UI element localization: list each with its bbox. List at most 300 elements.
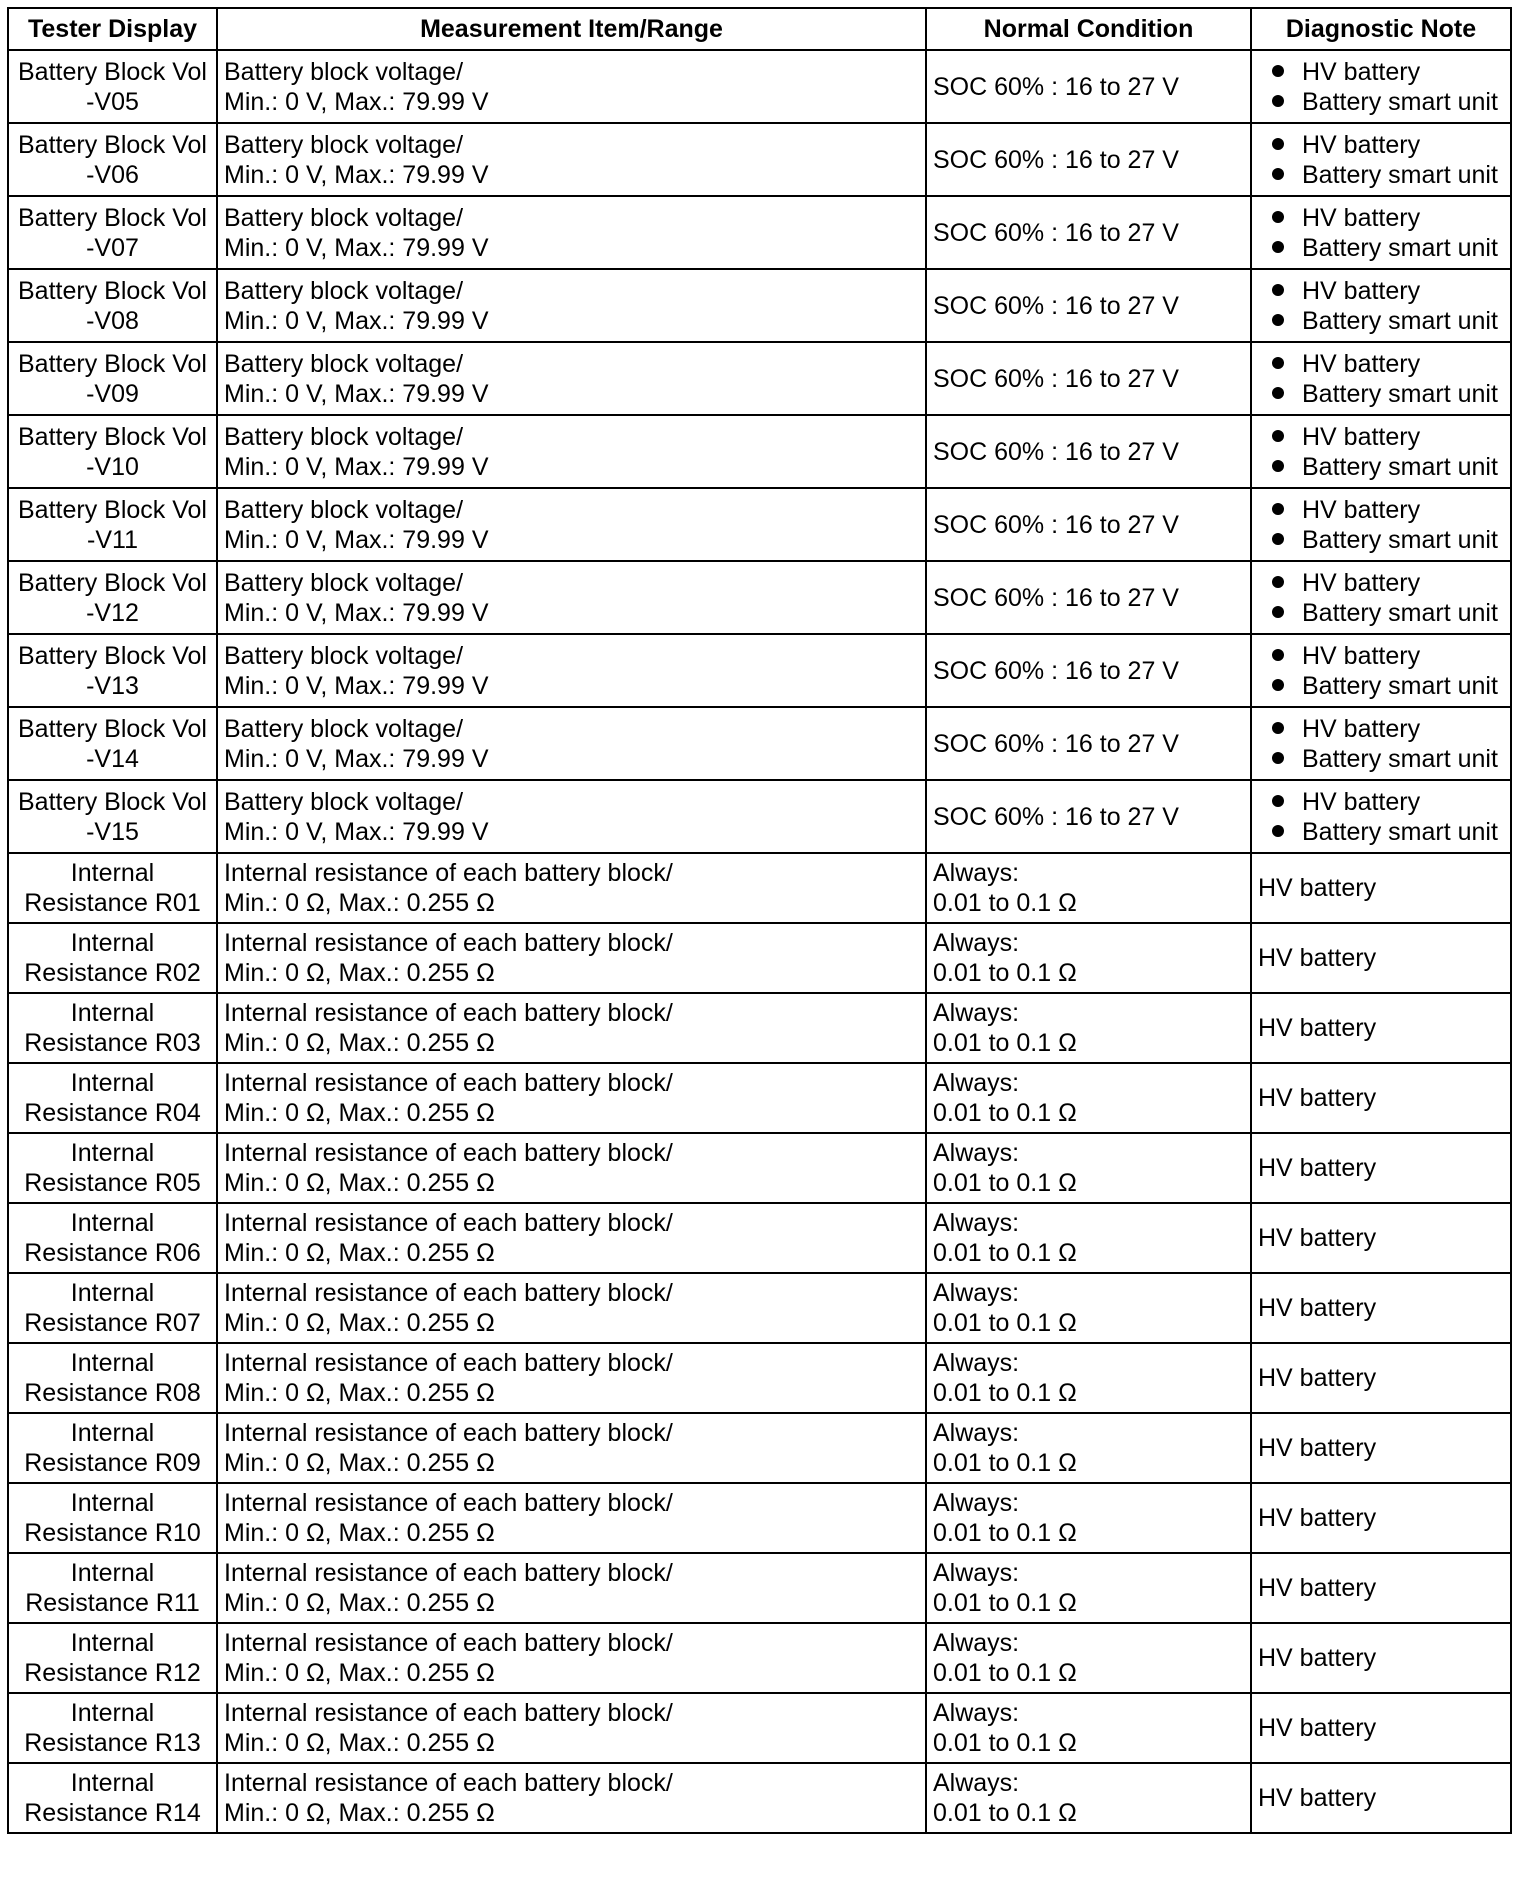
normal-condition-line: 0.01 to 0.1 Ω [933, 1029, 1077, 1057]
bullet-text: HV battery [1302, 422, 1421, 451]
tester-display-line: Resistance R07 [24, 1309, 201, 1337]
normal-condition-line: Always: [933, 1559, 1020, 1587]
bullet-text: HV battery [1302, 495, 1421, 524]
measurement-item-cell [217, 1063, 926, 1133]
bullet-item [1258, 525, 1504, 555]
normal-condition-cell [926, 488, 1251, 561]
normal-condition-cell [926, 1763, 1251, 1833]
bullet-icon [1272, 65, 1284, 77]
bullet-text: HV battery [1302, 714, 1421, 743]
bullet-item [1258, 714, 1504, 744]
tester-display-line: Internal [70, 929, 155, 957]
diagnostic-note-cell [1251, 634, 1511, 707]
measurement-item-line: Min.: 0 V, Max.: 79.99 V [224, 744, 489, 773]
measurement-item-cell [217, 196, 926, 269]
table-row [8, 923, 1511, 993]
tester-display-line: Battery Block Vol [18, 203, 207, 232]
tester-display-line: Internal [70, 1419, 155, 1447]
measurement-item-line: Min.: 0 V, Max.: 79.99 V [224, 671, 489, 700]
tester-display-line: Resistance R14 [24, 1799, 201, 1827]
tester-display-cell [8, 1483, 217, 1553]
normal-condition-line: 0.01 to 0.1 Ω [933, 1449, 1077, 1477]
normal-condition-line: 0.01 to 0.1 Ω [933, 1239, 1077, 1267]
normal-condition-line: SOC 60% : 16 to 27 V [933, 510, 1179, 539]
bullet-text: Battery smart unit [1302, 525, 1498, 554]
measurement-item-line: Internal resistance of each battery block/ [224, 859, 673, 887]
header-measurement-item: Measurement Item/Range [217, 8, 926, 50]
diagnostic-note-line: HV battery [1258, 944, 1377, 972]
bullet-item [1258, 87, 1504, 117]
normal-condition-line: 0.01 to 0.1 Ω [933, 1309, 1077, 1337]
tester-display-line: -V05 [86, 87, 139, 116]
normal-condition-line: SOC 60% : 16 to 27 V [933, 291, 1179, 320]
tester-display-line: -V13 [86, 671, 139, 700]
tester-display-cell [8, 269, 217, 342]
bullet-icon [1272, 722, 1284, 734]
diagnostic-note-cell [1251, 993, 1511, 1063]
tester-display-line: Battery Block Vol [18, 130, 207, 159]
tester-display-line: Resistance R09 [24, 1449, 201, 1477]
diagnostic-note-cell [1251, 707, 1511, 780]
tester-display-line: Internal [70, 1699, 155, 1727]
measurement-item-cell [217, 1133, 926, 1203]
bullet-item [1258, 130, 1504, 160]
bullet-icon [1272, 284, 1284, 296]
tester-display-cell [8, 1413, 217, 1483]
tester-display-line: -V07 [86, 233, 139, 262]
diagnostic-note-cell [1251, 1203, 1511, 1273]
normal-condition-line: Always: [933, 999, 1020, 1027]
bullet-item [1258, 422, 1504, 452]
diagnostic-note-cell [1251, 50, 1511, 123]
table-row [8, 1483, 1511, 1553]
normal-condition-line: SOC 60% : 16 to 27 V [933, 218, 1179, 247]
normal-condition-line: Always: [933, 1419, 1020, 1447]
table-row [8, 1133, 1511, 1203]
bullet-text: HV battery [1302, 787, 1421, 816]
measurement-item-line: Min.: 0 Ω, Max.: 0.255 Ω [224, 1169, 495, 1197]
measurement-item-line: Min.: 0 V, Max.: 79.99 V [224, 379, 489, 408]
tester-display-line: Battery Block Vol [18, 349, 207, 378]
normal-condition-line: Always: [933, 929, 1020, 957]
bullet-item [1258, 306, 1504, 336]
tester-display-line: Resistance R13 [24, 1729, 201, 1757]
diagnostic-note-line: HV battery [1258, 1084, 1377, 1112]
bullet-item [1258, 349, 1504, 379]
measurement-item-cell [217, 1693, 926, 1763]
measurement-item-cell [217, 342, 926, 415]
bullet-icon [1272, 241, 1284, 253]
header-row [8, 8, 1511, 50]
measurement-item-line: Battery block voltage/ [224, 203, 464, 232]
measurement-item-cell [217, 634, 926, 707]
normal-condition-cell [926, 1273, 1251, 1343]
diagnostic-note-line: HV battery [1258, 1014, 1377, 1042]
tester-display-line: Battery Block Vol [18, 276, 207, 305]
measurement-item-cell [217, 923, 926, 993]
measurement-item-line: Internal resistance of each battery block/ [224, 1629, 673, 1657]
diagnostic-note-cell [1251, 415, 1511, 488]
measurement-item-line: Min.: 0 Ω, Max.: 0.255 Ω [224, 1239, 495, 1267]
tester-display-cell [8, 634, 217, 707]
bullet-text: Battery smart unit [1302, 598, 1498, 627]
measurement-item-line: Min.: 0 V, Max.: 79.99 V [224, 87, 489, 116]
bullet-text: HV battery [1302, 130, 1421, 159]
bullet-icon [1272, 357, 1284, 369]
bullet-icon [1272, 576, 1284, 588]
tester-display-line: Resistance R03 [24, 1029, 201, 1057]
measurement-item-line: Internal resistance of each battery block/ [224, 1069, 673, 1097]
bullet-item [1258, 160, 1504, 190]
tester-display-line: Internal [70, 1629, 155, 1657]
normal-condition-line: SOC 60% : 16 to 27 V [933, 583, 1179, 612]
tester-display-line: Internal [70, 1279, 155, 1307]
normal-condition-cell [926, 561, 1251, 634]
bullet-text: HV battery [1302, 203, 1421, 232]
diagnostic-note-line: HV battery [1258, 1644, 1377, 1672]
measurement-item-cell [217, 1343, 926, 1413]
measurement-item-cell [217, 415, 926, 488]
measurement-item-line: Min.: 0 V, Max.: 79.99 V [224, 452, 489, 481]
bullet-icon [1272, 387, 1284, 399]
tester-display-line: Resistance R08 [24, 1379, 201, 1407]
measurement-item-line: Battery block voltage/ [224, 422, 464, 451]
tester-display-line: Internal [70, 1489, 155, 1517]
bullet-icon [1272, 430, 1284, 442]
normal-condition-line: 0.01 to 0.1 Ω [933, 1099, 1077, 1127]
normal-condition-line: 0.01 to 0.1 Ω [933, 1379, 1077, 1407]
tester-display-line: Battery Block Vol [18, 495, 207, 524]
bullet-item [1258, 744, 1504, 774]
normal-condition-cell [926, 342, 1251, 415]
table-row [8, 993, 1511, 1063]
measurement-item-cell [217, 561, 926, 634]
measurement-item-line: Min.: 0 Ω, Max.: 0.255 Ω [224, 1449, 495, 1477]
measurement-item-line: Min.: 0 Ω, Max.: 0.255 Ω [224, 1799, 495, 1827]
tester-display-cell [8, 342, 217, 415]
normal-condition-line: Always: [933, 1209, 1020, 1237]
normal-condition-cell [926, 853, 1251, 923]
tester-display-line: Internal [70, 1209, 155, 1237]
diagnostic-note-cell [1251, 488, 1511, 561]
measurement-item-line: Min.: 0 V, Max.: 79.99 V [224, 233, 489, 262]
data-table [7, 7, 1512, 1834]
measurement-item-cell [217, 1763, 926, 1833]
tester-display-line: -V10 [86, 452, 139, 481]
bullet-text: HV battery [1302, 57, 1421, 86]
bullet-text: Battery smart unit [1302, 817, 1498, 846]
header-tester-display: Tester Display [8, 8, 217, 50]
bullet-icon [1272, 138, 1284, 150]
measurement-item-line: Min.: 0 Ω, Max.: 0.255 Ω [224, 1519, 495, 1547]
normal-condition-cell [926, 707, 1251, 780]
diagnostic-note-cell [1251, 1413, 1511, 1483]
measurement-item-line: Internal resistance of each battery block/ [224, 1489, 673, 1517]
diagnostic-note-line: HV battery [1258, 1364, 1377, 1392]
diagnostic-note-cell [1251, 853, 1511, 923]
tester-display-line: Internal [70, 859, 155, 887]
tester-display-line: Internal [70, 1069, 155, 1097]
diagnostic-note-cell [1251, 1623, 1511, 1693]
normal-condition-line: 0.01 to 0.1 Ω [933, 1519, 1077, 1547]
diagnostic-note-line: HV battery [1258, 1224, 1377, 1252]
tester-display-cell [8, 1553, 217, 1623]
tester-display-line: Internal [70, 1139, 155, 1167]
diagnostic-note-cell [1251, 1553, 1511, 1623]
normal-condition-line: SOC 60% : 16 to 27 V [933, 802, 1179, 831]
normal-condition-cell [926, 1063, 1251, 1133]
table-row [8, 1763, 1511, 1833]
diagnostic-note-cell [1251, 1273, 1511, 1343]
tester-display-cell [8, 196, 217, 269]
normal-condition-line: SOC 60% : 16 to 27 V [933, 364, 1179, 393]
measurement-item-line: Internal resistance of each battery block/ [224, 1769, 673, 1797]
measurement-item-line: Min.: 0 Ω, Max.: 0.255 Ω [224, 1589, 495, 1617]
tester-display-cell [8, 50, 217, 123]
bullet-text: Battery smart unit [1302, 379, 1498, 408]
measurement-item-line: Internal resistance of each battery block/ [224, 1699, 673, 1727]
measurement-item-cell [217, 488, 926, 561]
tester-display-cell [8, 1763, 217, 1833]
tester-display-line: Battery Block Vol [18, 714, 207, 743]
table-row [8, 634, 1511, 707]
table-body [8, 50, 1511, 1833]
diagnostic-note-line: HV battery [1258, 1294, 1377, 1322]
tester-display-line: -V11 [87, 525, 138, 554]
bullet-item [1258, 787, 1504, 817]
tester-display-cell [8, 1623, 217, 1693]
normal-condition-line: 0.01 to 0.1 Ω [933, 959, 1077, 987]
bullet-text: HV battery [1302, 276, 1421, 305]
diagnostic-note-cell [1251, 342, 1511, 415]
normal-condition-line: 0.01 to 0.1 Ω [933, 1589, 1077, 1617]
measurement-item-line: Internal resistance of each battery block/ [224, 1279, 673, 1307]
normal-condition-cell [926, 269, 1251, 342]
tester-display-cell [8, 1133, 217, 1203]
tester-display-cell [8, 993, 217, 1063]
measurement-item-line: Min.: 0 Ω, Max.: 0.255 Ω [224, 1309, 495, 1337]
measurement-item-cell [217, 1483, 926, 1553]
measurement-item-line: Min.: 0 V, Max.: 79.99 V [224, 525, 489, 554]
tester-display-line: Internal [70, 1769, 155, 1797]
bullet-item [1258, 452, 1504, 482]
measurement-item-line: Internal resistance of each battery block/ [224, 1209, 673, 1237]
normal-condition-line: Always: [933, 1489, 1020, 1517]
tester-display-cell [8, 561, 217, 634]
normal-condition-cell [926, 780, 1251, 853]
measurement-item-line: Min.: 0 Ω, Max.: 0.255 Ω [224, 1379, 495, 1407]
tester-display-line: -V09 [86, 379, 139, 408]
measurement-item-line: Min.: 0 V, Max.: 79.99 V [224, 306, 489, 335]
normal-condition-cell [926, 1203, 1251, 1273]
diagnostic-note-cell [1251, 1133, 1511, 1203]
diagnostic-note-cell [1251, 1693, 1511, 1763]
tester-display-line: Resistance R05 [24, 1169, 201, 1197]
measurement-item-line: Min.: 0 V, Max.: 79.99 V [224, 817, 489, 846]
bullet-icon [1272, 825, 1284, 837]
tester-display-line: Internal [70, 999, 155, 1027]
bullet-item [1258, 379, 1504, 409]
tester-display-cell [8, 923, 217, 993]
measurement-item-line: Internal resistance of each battery block/ [224, 1559, 673, 1587]
measurement-item-line: Internal resistance of each battery block/ [224, 1139, 673, 1167]
tester-display-cell [8, 488, 217, 561]
diagnostic-note-line: HV battery [1258, 1714, 1377, 1742]
normal-condition-line: SOC 60% : 16 to 27 V [933, 729, 1179, 758]
header-diagnostic-note: Diagnostic Note [1251, 8, 1511, 50]
bullet-icon [1272, 314, 1284, 326]
tester-display-line: Resistance R10 [24, 1519, 201, 1547]
table-row [8, 196, 1511, 269]
bullet-item [1258, 57, 1504, 87]
measurement-item-line: Min.: 0 V, Max.: 79.99 V [224, 598, 489, 627]
table-row [8, 123, 1511, 196]
table-row [8, 780, 1511, 853]
measurement-item-line: Battery block voltage/ [224, 641, 464, 670]
normal-condition-cell [926, 1553, 1251, 1623]
normal-condition-cell [926, 1133, 1251, 1203]
bullet-item [1258, 817, 1504, 847]
bullet-item [1258, 203, 1504, 233]
table-row [8, 488, 1511, 561]
measurement-item-line: Internal resistance of each battery block/ [224, 1349, 673, 1377]
diagnostic-note-line: HV battery [1258, 1504, 1377, 1532]
bullet-icon [1272, 795, 1284, 807]
measurement-item-line: Min.: 0 Ω, Max.: 0.255 Ω [224, 889, 495, 917]
bullet-text: Battery smart unit [1302, 671, 1498, 700]
measurement-item-line: Battery block voltage/ [224, 568, 464, 597]
measurement-item-cell [217, 1623, 926, 1693]
normal-condition-cell [926, 923, 1251, 993]
measurement-item-line: Battery block voltage/ [224, 349, 464, 378]
measurement-item-cell [217, 853, 926, 923]
normal-condition-cell [926, 634, 1251, 707]
tester-display-line: Battery Block Vol [18, 422, 207, 451]
bullet-icon [1272, 606, 1284, 618]
measurement-item-cell [217, 780, 926, 853]
bullet-item [1258, 495, 1504, 525]
bullet-text: Battery smart unit [1302, 160, 1498, 189]
table-row [8, 1063, 1511, 1133]
bullet-icon [1272, 503, 1284, 515]
table-row [8, 342, 1511, 415]
bullet-item [1258, 671, 1504, 701]
bullet-text: HV battery [1302, 349, 1421, 378]
measurement-item-line: Min.: 0 Ω, Max.: 0.255 Ω [224, 1099, 495, 1127]
table-row [8, 50, 1511, 123]
bullet-text: HV battery [1302, 641, 1421, 670]
tester-display-line: Battery Block Vol [18, 57, 207, 86]
normal-condition-line: SOC 60% : 16 to 27 V [933, 656, 1179, 685]
normal-condition-line: SOC 60% : 16 to 27 V [933, 145, 1179, 174]
tester-display-line: -V06 [86, 160, 139, 189]
normal-condition-line: Always: [933, 1629, 1020, 1657]
tester-display-cell [8, 123, 217, 196]
bullet-icon [1272, 460, 1284, 472]
bullet-icon [1272, 533, 1284, 545]
diagnostic-note-line: HV battery [1258, 1154, 1377, 1182]
measurement-item-line: Battery block voltage/ [224, 276, 464, 305]
table-row [8, 561, 1511, 634]
normal-condition-cell [926, 1693, 1251, 1763]
measurement-item-cell [217, 1553, 926, 1623]
measurement-item-line: Internal resistance of each battery block/ [224, 1419, 673, 1447]
normal-condition-line: SOC 60% : 16 to 27 V [933, 437, 1179, 466]
measurement-item-cell [217, 993, 926, 1063]
measurement-item-line: Internal resistance of each battery block/ [224, 929, 673, 957]
bullet-item [1258, 598, 1504, 628]
bullet-text: Battery smart unit [1302, 233, 1498, 262]
normal-condition-line: 0.01 to 0.1 Ω [933, 1659, 1077, 1687]
tester-display-cell [8, 415, 217, 488]
table-row [8, 415, 1511, 488]
diagnostic-note-cell [1251, 1063, 1511, 1133]
normal-condition-line: Always: [933, 859, 1020, 887]
tester-display-line: Internal [70, 1349, 155, 1377]
table-row [8, 1203, 1511, 1273]
measurement-item-line: Battery block voltage/ [224, 787, 464, 816]
measurement-item-cell [217, 707, 926, 780]
table-row [8, 853, 1511, 923]
diagnostic-note-cell [1251, 1483, 1511, 1553]
table-row [8, 1553, 1511, 1623]
normal-condition-line: 0.01 to 0.1 Ω [933, 1729, 1077, 1757]
table-row [8, 1693, 1511, 1763]
tester-display-line: Battery Block Vol [18, 568, 207, 597]
normal-condition-line: Always: [933, 1349, 1020, 1377]
normal-condition-line: SOC 60% : 16 to 27 V [933, 72, 1179, 101]
bullet-icon [1272, 649, 1284, 661]
tester-display-cell [8, 1203, 217, 1273]
bullet-text: Battery smart unit [1302, 306, 1498, 335]
measurement-item-cell [217, 269, 926, 342]
normal-condition-line: Always: [933, 1279, 1020, 1307]
bullet-item [1258, 641, 1504, 671]
normal-condition-line: Always: [933, 1769, 1020, 1797]
measurement-item-line: Min.: 0 V, Max.: 79.99 V [224, 160, 489, 189]
diagnostic-note-line: HV battery [1258, 1784, 1377, 1812]
bullet-text: Battery smart unit [1302, 87, 1498, 116]
measurement-item-line: Internal resistance of each battery block/ [224, 999, 673, 1027]
tester-display-line: Internal [70, 1559, 155, 1587]
diagnostic-note-cell [1251, 269, 1511, 342]
diagnostic-note-cell [1251, 561, 1511, 634]
diagnostic-note-cell [1251, 123, 1511, 196]
bullet-icon [1272, 211, 1284, 223]
measurement-item-cell [217, 1203, 926, 1273]
measurement-item-cell [217, 1413, 926, 1483]
measurement-item-cell [217, 1273, 926, 1343]
tester-display-line: Resistance R01 [24, 889, 201, 917]
tester-display-line: -V14 [86, 744, 139, 773]
measurement-item-line: Min.: 0 Ω, Max.: 0.255 Ω [224, 959, 495, 987]
bullet-icon [1272, 168, 1284, 180]
normal-condition-cell [926, 993, 1251, 1063]
tester-display-cell [8, 707, 217, 780]
header-normal-condition: Normal Condition [926, 8, 1251, 50]
measurement-item-line: Min.: 0 Ω, Max.: 0.255 Ω [224, 1729, 495, 1757]
bullet-item [1258, 233, 1504, 263]
bullet-icon [1272, 679, 1284, 691]
diagnostic-note-line: HV battery [1258, 1434, 1377, 1462]
tester-display-line: -V12 [86, 598, 139, 627]
bullet-item [1258, 568, 1504, 598]
table-row [8, 269, 1511, 342]
bullet-icon [1272, 752, 1284, 764]
tester-display-cell [8, 1273, 217, 1343]
tester-display-line: Battery Block Vol [18, 787, 207, 816]
measurement-item-line: Battery block voltage/ [224, 57, 464, 86]
